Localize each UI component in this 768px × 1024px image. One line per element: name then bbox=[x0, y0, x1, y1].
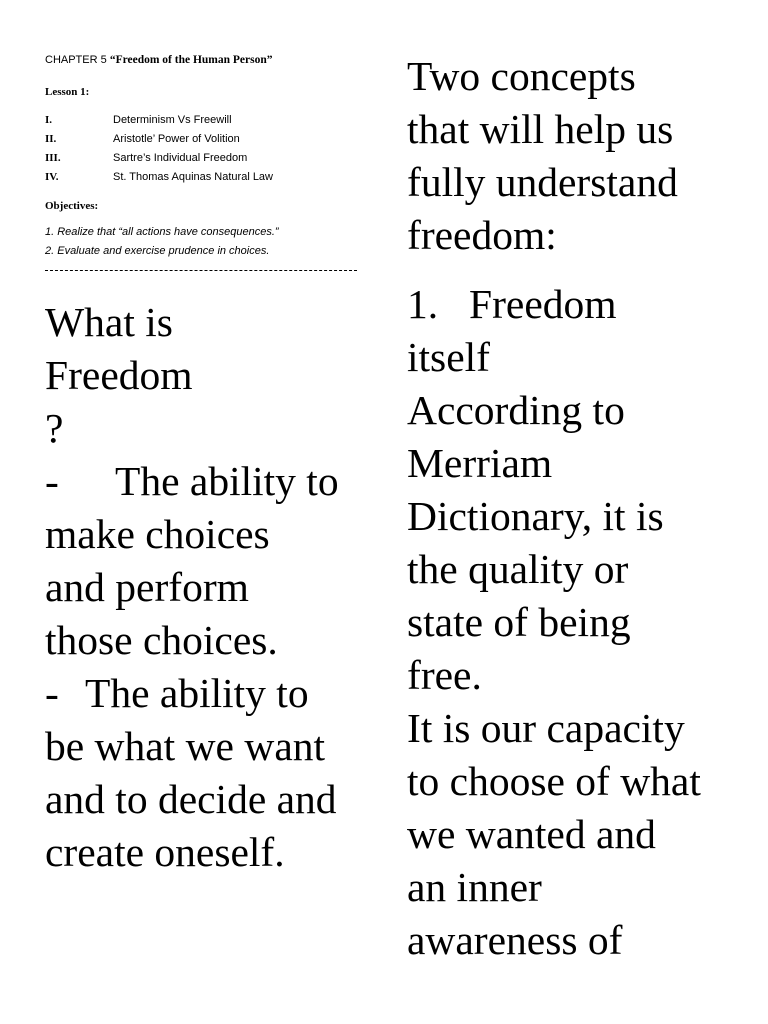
text-line: freedom: bbox=[407, 212, 557, 258]
bullet-line bbox=[45, 455, 365, 508]
lesson-label: Lesson 1: bbox=[45, 86, 90, 98]
text-line: and to decide and bbox=[45, 776, 337, 822]
text-line: make choices bbox=[45, 511, 270, 557]
text-line: itself bbox=[407, 334, 490, 380]
text-line: be what we want bbox=[45, 723, 326, 769]
topic-text: Sartre’s Individual Freedom bbox=[113, 152, 248, 164]
bullet-line bbox=[45, 667, 365, 720]
chapter-title: “Freedom of the Human Person” bbox=[109, 54, 273, 66]
objectives-list bbox=[45, 226, 279, 264]
text-line: Merriam bbox=[407, 440, 553, 486]
topic-number: I. bbox=[45, 114, 53, 126]
concepts-intro bbox=[407, 50, 752, 262]
text-line: create oneself. bbox=[45, 829, 285, 875]
topic-item bbox=[45, 133, 273, 152]
text-line: The ability to bbox=[85, 670, 309, 716]
dash-bullet: - bbox=[45, 670, 59, 716]
topic-text: Determinism Vs Freewill bbox=[113, 114, 232, 126]
topic-number: II. bbox=[45, 133, 57, 145]
freedom-definition bbox=[45, 296, 365, 879]
dash-bullet: - bbox=[45, 458, 59, 504]
numbered-line bbox=[407, 278, 752, 331]
topic-number: III. bbox=[45, 152, 61, 164]
text-line: Two concepts bbox=[407, 53, 636, 99]
text-line: Dictionary, it is bbox=[407, 493, 664, 539]
concept-one bbox=[407, 278, 752, 967]
text-line: It is our capacity bbox=[407, 705, 685, 751]
text-line: an inner bbox=[407, 864, 542, 910]
topic-text: St. Thomas Aquinas Natural Law bbox=[113, 171, 273, 183]
text-line: to choose of what bbox=[407, 758, 701, 804]
text-line: free. bbox=[407, 652, 482, 698]
topic-item bbox=[45, 152, 273, 171]
objectives-label: Objectives: bbox=[45, 200, 99, 212]
text-line: Freedom bbox=[469, 281, 617, 327]
text-line: the quality or bbox=[407, 546, 629, 592]
text-line: awareness of bbox=[407, 917, 623, 963]
text-line: The ability to bbox=[115, 458, 339, 504]
dashed-divider bbox=[45, 270, 357, 271]
objective-item: 2. Evaluate and exercise prudence in choices. bbox=[45, 245, 270, 257]
list-number: 1. bbox=[407, 281, 439, 327]
text-line: ? bbox=[45, 405, 64, 451]
text-line: state of being bbox=[407, 599, 631, 645]
text-line: that will help us bbox=[407, 106, 674, 152]
objective-item: 1. Realize that “all actions have consequences.” bbox=[45, 226, 279, 238]
topic-text: Aristotle’ Power of Volition bbox=[113, 133, 240, 145]
text-line: fully understand bbox=[407, 159, 678, 205]
text-line: Freedom bbox=[45, 352, 193, 398]
chapter-prefix: CHAPTER 5 bbox=[45, 54, 107, 66]
chapter-heading bbox=[45, 54, 273, 66]
text-line: those choices. bbox=[45, 617, 278, 663]
topic-list bbox=[45, 114, 273, 190]
text-line: According to bbox=[407, 387, 625, 433]
topic-item bbox=[45, 171, 273, 190]
text-line: and perform bbox=[45, 564, 249, 610]
topic-number: IV. bbox=[45, 171, 59, 183]
topic-item bbox=[45, 114, 273, 133]
text-line: What is bbox=[45, 299, 173, 345]
text-line: we wanted and bbox=[407, 811, 656, 857]
